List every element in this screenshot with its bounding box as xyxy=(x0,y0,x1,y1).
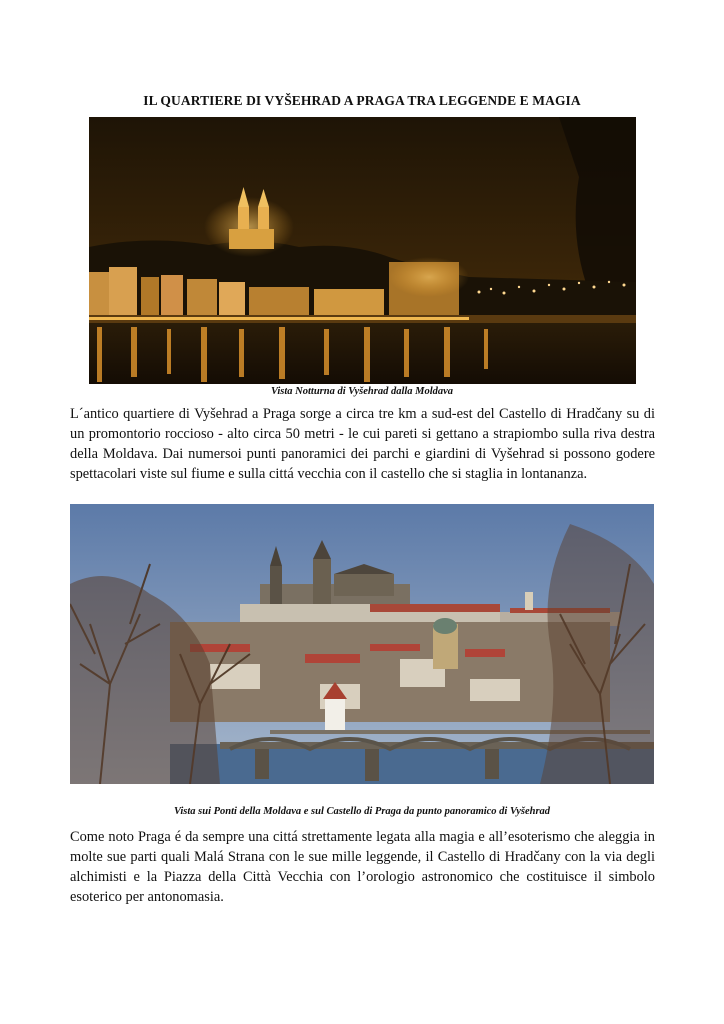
figure-caption: Vista Notturna di Vyšehrad dalla Moldava xyxy=(270,386,454,397)
castle-bridges-photo xyxy=(70,504,654,784)
body-paragraph: Come noto Praga é da sempre una cittá strettamente legata alla magia e all’esoterismo che aleggia in molte sue parti quali Malá Strana con le sue mille leggende, il Castello di Hradčany con la via degli alchimisti e la Piazza della Città Vecchia con l’orologio astronomico che costituisce il simbolo esoterico per antonomasia. xyxy=(70,829,655,905)
night-view-photo xyxy=(89,117,636,384)
figure-caption: Vista sui Ponti della Moldava e sul Castello di Praga da punto panoramico di Vyšehrad xyxy=(173,806,551,817)
body-paragraph: L´antico quartiere di Vyšehrad a Praga sorge a circa tre km a sud-est del Castello di Hradčany su di un promontorio roccioso - alto circa 50 metri - le cui pareti si gettano a strapiombo sulla riva destra della Moldava. Dai numersoi punti panoramici dei parchi e giardini di Vyšehrad si possono godere spettacolari viste sul fiume e sulla cittá vecchia con il castello che si staglia in lontananza. xyxy=(70,406,655,482)
document-title: IL QUARTIERE DI VYŠEHRAD A PRAGA TRA LEGGENDE E MAGIA xyxy=(143,93,581,108)
